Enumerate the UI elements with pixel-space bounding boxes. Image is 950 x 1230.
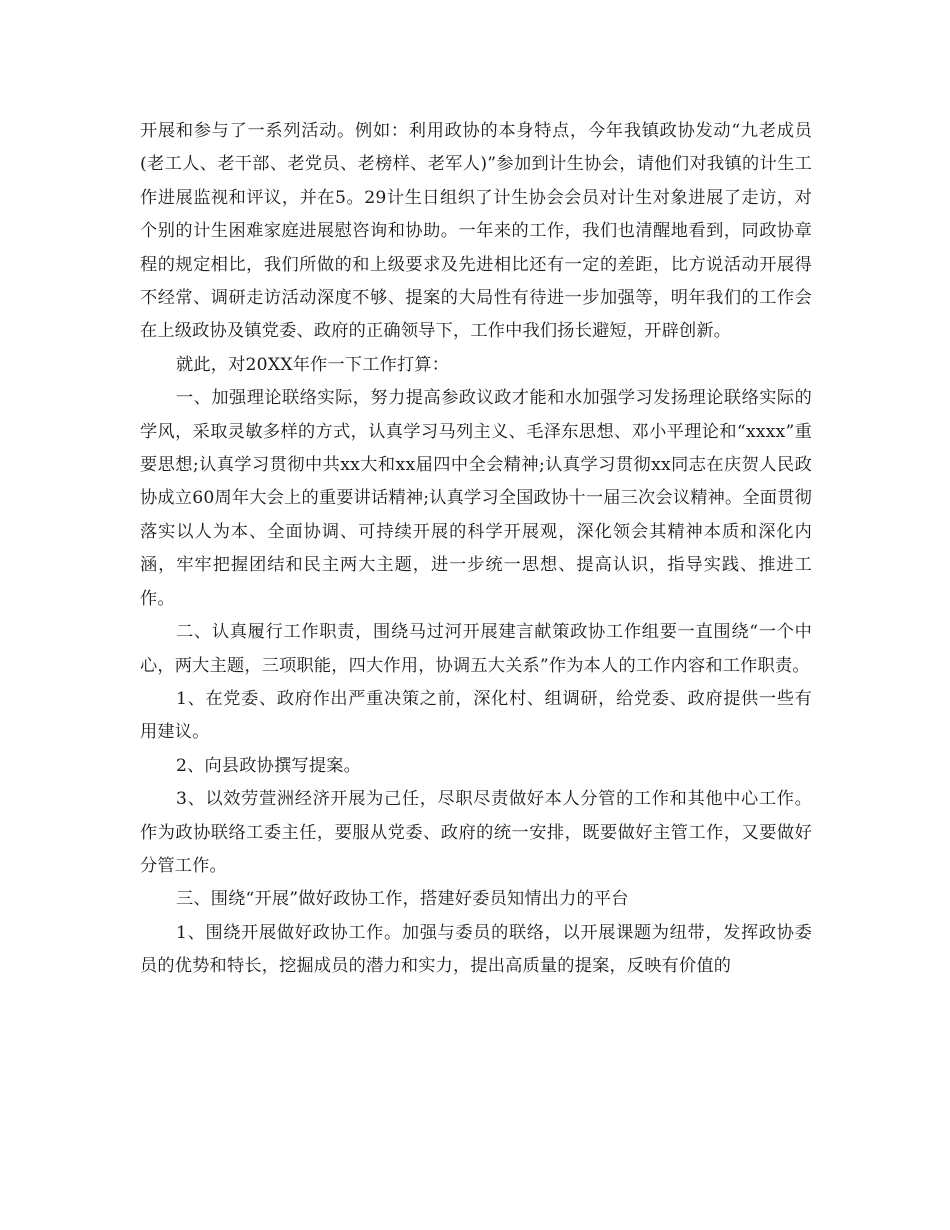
paragraph-4: 二、认真履行工作职责，围绕马过河开展建言献策政协工作组要一直围绕“一个中心，两大主题，三项职能，四大作用，协调五大关系”作为本人的工作内容和工作职责。 <box>140 622 812 676</box>
paragraph-5: 1、在党委、政府作出严重决策之前，深化村、组调研，给党委、政府提供一些有用建议。 <box>140 688 812 743</box>
paragraph-1: 开展和参与了一系列活动。例如：利用政协的本身特点，今年我镇政协发动“九老成员(老工人、老干部、老党员、老榜样、老军人)”参加到计生协会，请他们对我镇的计生工作进展监视和评议，并在5。29计生日组织了计生协会会员对计生对象进展了走访，对个别的计生困难家庭进展慰咨询和协助。一年来的工作，我们也清醒地看到，同政协章程的规定相比，我们所做的和上级要求及先进相比还有一定的差距，比方说活动开展得不经常、调研走访活动深度不够、提案的大局性有待进一步加强等，明年我们的工作会在上级政协及镇党委、政府的正确领导下，工作中我们扬长避短，开辟创新。 <box>140 121 812 342</box>
paragraph-9: 1、围绕开展做好政协工作。加强与委员的联络，以开展课题为纽带，发挥政协委员的优势和特长，挖掘成员的潜力和实力，提出高质量的提案，反映有价值的 <box>140 922 812 977</box>
paragraph-2: 就此，对20XX年作一下工作打算： <box>176 354 450 375</box>
paragraph-3: 一、加强理论联络实际，努力提高参政议政才能和水加强学习发扬理论联络实际的学风，采取灵敏多样的方式，认真学习马列主义、毛泽东思想、邓小平理论和“xxxx”重要思想;认真学习贯彻中共xx大和xx届四中全会精神;认真学习贯彻xx同志在庆贺人民政协成立60周年大会上的重要讲话精神;认真学习全国政协十一届三次会议精神。全面贯彻落实以人为本、全面协调、可持续开展的科学开展观，深化领会其精神本质和深化内涵，牢牢把握团结和民主两大主题，进一步统一思想、提高认识，指导实践、推进工作。 <box>140 388 812 609</box>
paragraph-7: 3、以效劳萱洲经济开展为己任，尽职尽责做好本人分管的工作和其他中心工作。作为政协联络工委主任，要服从党委、政府的统一安排，既要做好主管工作，又要做好分管工作。 <box>140 789 812 876</box>
paragraph-8: 三、围绕“开展”做好政协工作，搭建好委员知情出力的平台 <box>176 889 629 910</box>
document-page <box>140 115 812 984</box>
paragraph-6: 2、向县政协撰写提案。 <box>176 755 362 776</box>
